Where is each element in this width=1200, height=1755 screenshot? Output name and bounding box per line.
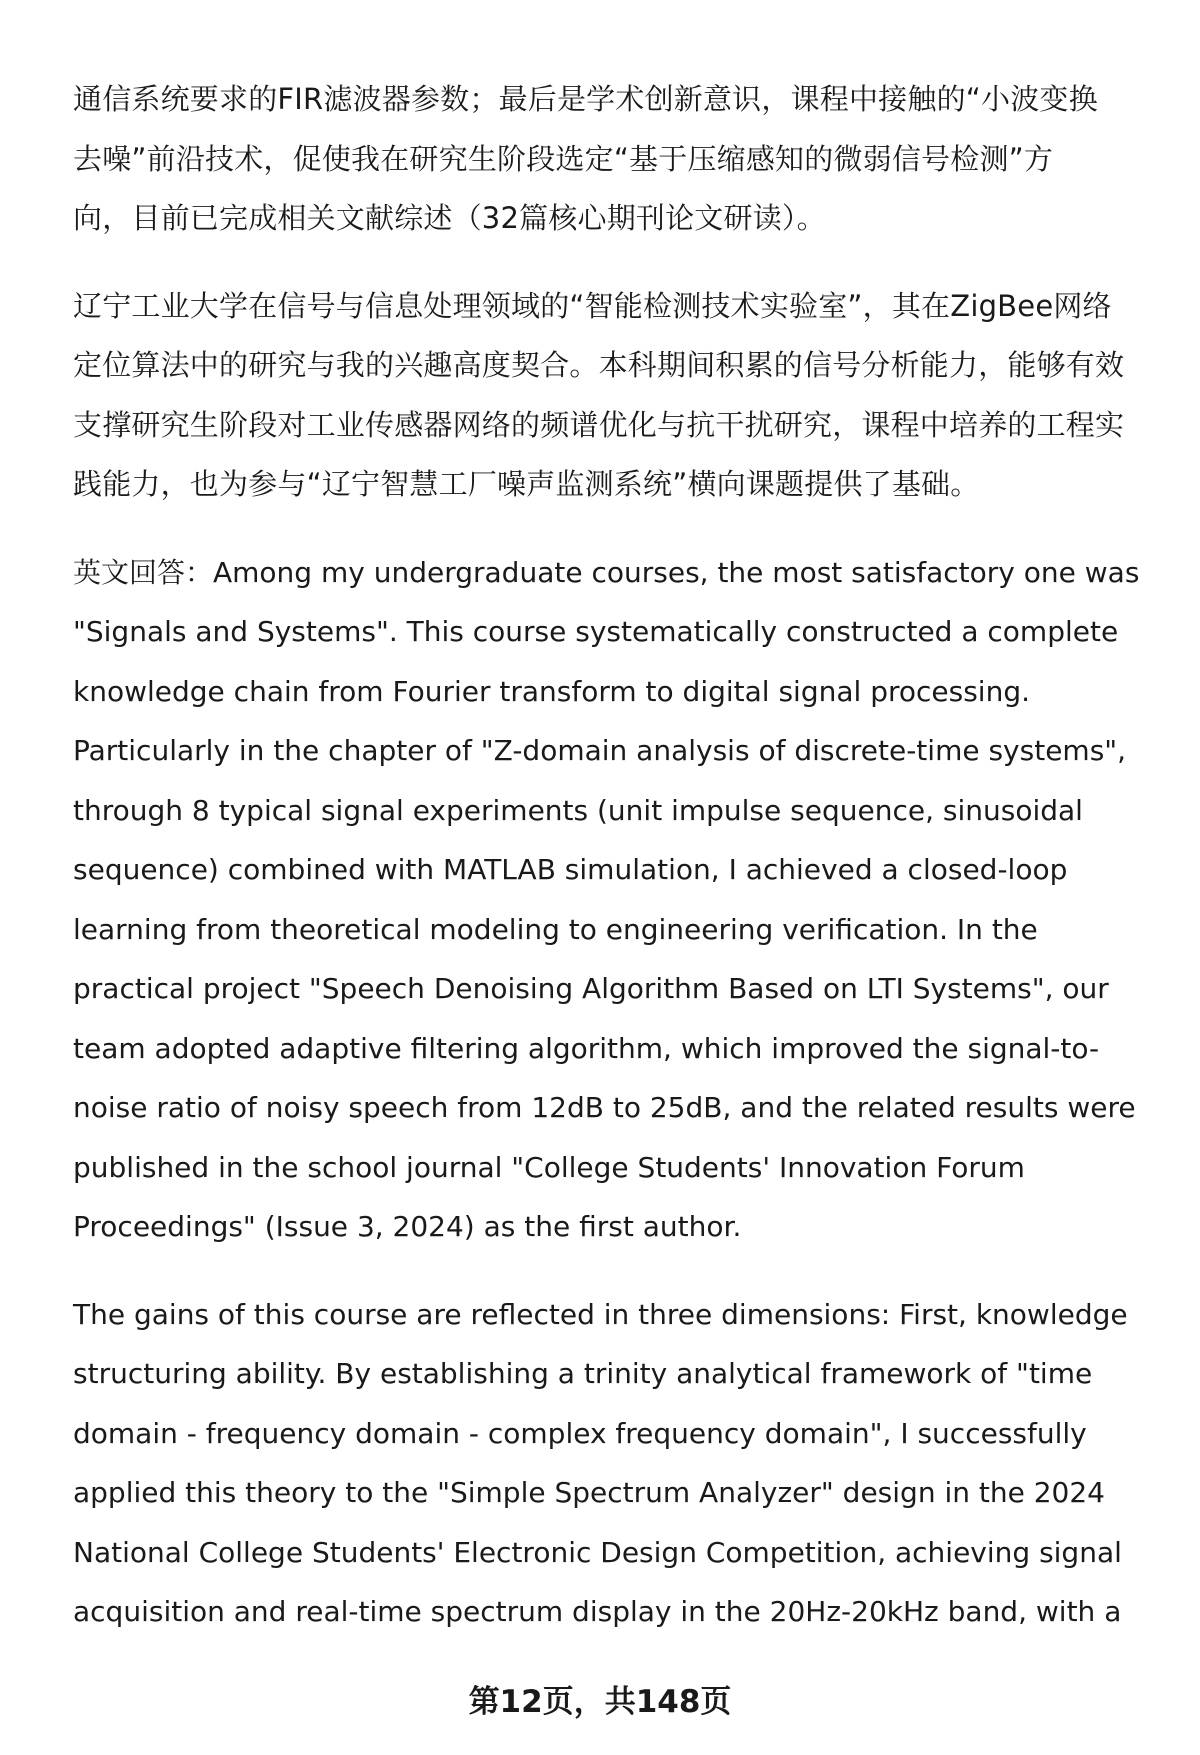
paragraph-4: The gains of this course are reflected in three dimensions: First, knowledge structuring ability. By establishing a trinity analytical framework of "time domain - frequency domain - complex frequency domain", I successfully applied this theory to the "Simple Spectrum Analyzer" design in the 2024 National College Students' Electronic Design Competition, achieving signal acquisition and real-time spectrum display in the 20Hz-20kHz band, with a [73, 1297, 1128, 1628]
paragraph-2: 辽宁工业大学在信号与信息处理领域的“智能检测技术实验室”，其在ZigBee网络 定位算法中的研究与我的兴趣高度契合。本科期间积累的信号分析能力，能够有效 支撑研究生阶段对工业传感器网络的频谱优化与抗干扰研究，课程中培养的工程实 践能力，也为参与“辽宁智慧工厂噪声监测系统”横向课题提供了基础。 [73, 288, 1125, 501]
paragraph-3: 英文回答：Among my undergraduate courses, the most satisfactory one was "Signals and Systems". This course systematically constructed a complete knowledge chain from Fourier transform to digital signal processing. Particularly in the chapter of "Z-domain analysis of discrete-time systems", through 8 typical signal experiments (unit impulse sequence, sinusoidal sequence) combined with MATLAB simulation, I achieved a closed-loop learning from theoretical modeling to engineering verification. In the practical project "Speech Denoising Algorithm Based on LTI Systems", our team adopted adaptive filtering algorithm, which improved the signal-to- noise ratio of noisy speech from 12dB to 25dB, and the related results were published in the school journal "College Students' Innovation Forum Proceedings" (Issue 3, 2024) as the first author. [73, 555, 1140, 1243]
paragraph-1: 通信系统要求的FIR滤波器参数；最后是学术创新意识，课程中接触的“小波变换 去噪”前沿技术，促使我在研究生阶段选定“基于压缩感知的微弱信号检测”方 向，目前已完成相关文献综述（32篇核心期刊论文研读）。 [73, 82, 1098, 235]
document-body [73, 70, 1158, 1670]
page-number-footer: 第12页，共148页 [468, 1684, 732, 1720]
